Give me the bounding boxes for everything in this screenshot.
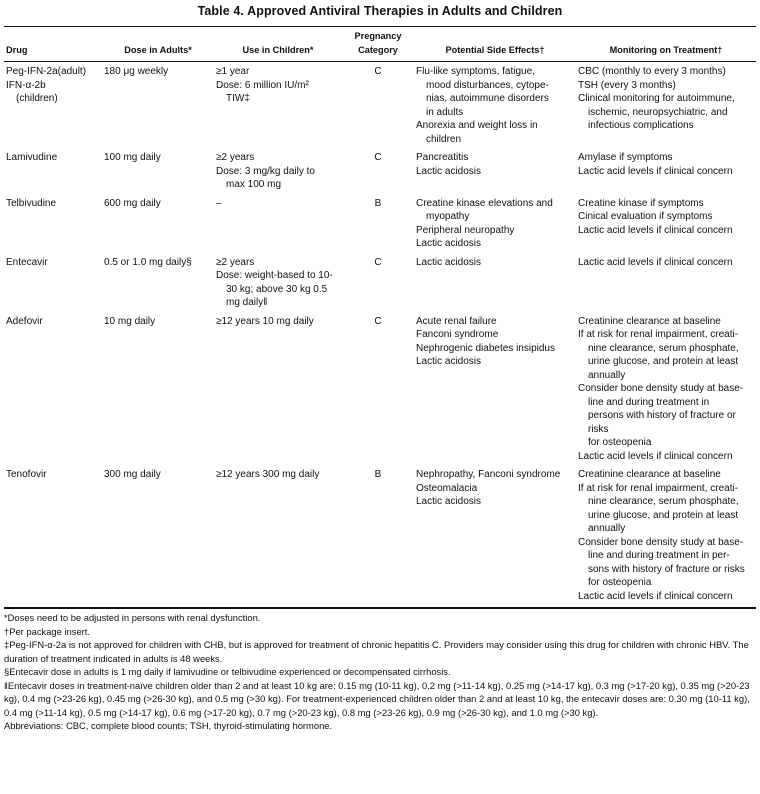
footnote: ‖Entecavir doses in treatment-naïve children older than 2 and at least 10 kg are: 0.15 mg (10-11 kg), 0.2 mg (>11-14 kg), 0.25 mg (>14-17 kg), 0.3 mg (>17-20 kg), 0.35 mg (>20-23 kg), 0.4 mg (>23-26 kg), 0.45 mg (>26-30 kg), and 0.5 mg (>30 kg). For treatment-experienced children older than 2 and at least 10 kg, the entecavir doses are: 0.30 mg (10-11 kg), 0.4 mg (>11-14 kg), 0.5 mg (>14-17 kg), 0.6 mg (>17-20 kg), 0.7 mg (>20-23 kg), 0.8 mg (>23-26 kg), 0.9 mg (>26-30 kg), and 1.0 mg (>30 kg). [4,679,750,718]
cell-line: mood disturbances, cytope- [426,79,549,91]
cell-line: Nephrogenic diabetes insipidus [416,342,555,354]
cell-line: Telbivudine [6,197,57,209]
cell-line: Lactic acid levels if clinical concern [578,590,733,602]
pregnancy-category-cell: B [342,465,414,608]
footnotes [4,608,756,733]
cell-line: 10 mg daily [104,315,156,327]
drug-cell [4,62,102,149]
cell-line: – [216,197,222,209]
pregnancy-category-cell: C [374,152,382,163]
cell-line: for osteopenia [588,437,652,448]
cell-line: Creatinine clearance at baseline [578,315,721,327]
table-row [4,148,756,194]
footnote: §Entecavir dose in adults is 1 mg daily if lamivudine or telbivudine experienced or decompensated cirrhosis. [4,666,451,677]
pregnancy-category-cell: C [374,66,382,77]
cell-line: Dose: 6 million IU/m² [216,79,309,91]
cell-line: annually [588,369,626,381]
footnote: Abbreviations: CBC, complete blood counts; TSH, thyroid-stimulating hormone. [4,720,333,731]
cell-line: ≥1 year [216,66,250,77]
dose-cell [102,148,214,194]
children-use-cell [214,148,342,194]
cell-line: (children) [16,93,58,104]
cell-line: annually [588,523,626,534]
cell-line: myopathy [426,211,470,222]
cell-line: 600 mg daily [104,197,161,209]
cell-line: Lactic acidosis [416,256,482,268]
cell-line: Tenofovir [6,469,47,480]
cell-line: ≥12 years 10 mg daily [216,315,314,327]
cell-line: Peg-IFN-2a(adult) [6,66,87,77]
pregnancy-category-cell: B [374,197,382,209]
drug-cell [4,312,102,466]
cell-line: Creatinine clearance at baseline [578,469,721,480]
drug-cell [4,148,102,194]
cell-line: urine glucose, and protein at least [588,356,739,367]
cell-line: Flu-like symptoms, fatigue, [416,66,535,77]
cell-line: 180 μg weekly [104,66,169,77]
cell-line: ischemic, neuropsychiatric, and [588,106,728,118]
cell-line: urine glucose, and protein at least [588,509,739,521]
cell-line: 0.5 or 1.0 mg daily§ [104,256,192,268]
cell-line: Lactic acid levels if clinical concern [578,165,733,177]
cell-line: CBC (monthly to every 3 months) [578,66,726,77]
children-use-cell [214,62,342,149]
children-use-cell [214,465,342,608]
header-monitoring: Monitoring on Treatment† [576,27,756,62]
cell-line: IFN-α-2b [6,79,46,91]
cell-line: Lactic acidosis [416,496,482,507]
footnote: †Per package insert. [4,625,90,637]
cell-line: for osteopenia [588,577,652,588]
cell-line: infectious complications [588,120,694,131]
cell-line: Lactic acid levels if clinical concern [578,224,733,236]
monitoring-cell [576,194,756,253]
drug-cell [4,194,102,253]
footnote: *Doses need to be adjusted in persons with renal dysfunction. [4,612,261,623]
cell-line: If at risk for renal impairment, creati- [578,329,739,340]
cell-line: children [426,133,462,145]
drug-cell [4,253,102,312]
children-use-cell [214,194,342,253]
cell-line: Osteomalacia [416,482,478,494]
cell-line: Lactic acid levels if clinical concern [578,450,733,462]
cell-line: Lactic acid levels if clinical concern [578,256,733,268]
header-pregnancy-line1: Pregnancy [354,31,402,41]
cell-line: Dose: 3 mg/kg daily to [216,165,315,177]
cell-line: 100 mg daily [104,152,161,163]
cell-line: TSH (every 3 months) [578,79,676,91]
cell-line: Peripheral neuropathy [416,224,515,236]
cell-line: Fanconi syndrome [416,329,499,340]
cell-line: ≥12 years 300 mg daily [216,469,320,480]
cell-line: Lactic acidosis [416,238,482,249]
drug-cell [4,465,102,608]
dose-cell [102,465,214,608]
side-effects-cell [414,465,576,608]
monitoring-cell [576,148,756,194]
side-effects-cell [414,312,576,466]
cell-line: ≥2 years [216,152,255,163]
dose-cell [102,312,214,466]
cell-line: sons with history of fracture or risks [588,563,745,575]
pregnancy-category-cell: C [374,256,382,268]
cell-line: nine clearance, serum phosphate, [588,496,739,507]
cell-line: line and during treatment in [588,396,710,408]
cell-line: ≥2 years [216,256,255,268]
cell-line: Lactic acidosis [416,165,482,177]
header-side-effects: Potential Side Effects† [414,27,576,62]
cell-line: Amylase if symptoms [578,152,673,163]
monitoring-cell [576,312,756,466]
cell-line: Lactic acidosis [416,356,482,367]
header-use-children: Use in Children* [214,27,342,62]
cell-line: Consider bone density study at base- [578,536,744,548]
side-effects-cell [414,148,576,194]
cell-line: Acute renal failure [416,315,497,327]
dose-cell [102,62,214,149]
children-use-cell [214,253,342,312]
cell-line: line and during treatment in per- [588,550,730,561]
cell-line: Nephropathy, Fanconi syndrome [416,469,561,480]
cell-line: 30 kg; above 30 kg 0.5 [226,283,328,295]
cell-line: If at risk for renal impairment, creati- [578,482,739,494]
cell-line: in adults [426,106,464,118]
header-dose-adults: Dose in Adults* [102,27,214,62]
header-pregnancy [342,27,414,62]
monitoring-cell [576,62,756,149]
cell-line: Clinical monitoring for autoimmune, [578,93,735,104]
cell-line: Lamivudine [6,152,58,163]
footnote: ‡Peg-IFN-α-2a is not approved for children with CHB, but is approved for treatment of chronic hepatitis C. Providers may consider using this drug for children with chronic HBV. The duration of treatment indicated in adults is 48 weeks. [4,639,749,664]
monitoring-cell [576,465,756,608]
cell-line: 300 mg daily [104,469,161,480]
header-row [4,27,756,62]
side-effects-cell [414,62,576,149]
cell-line: Cinical evaluation if symptoms [578,211,713,222]
cell-line: nias, autoimmune disorders [426,93,549,104]
side-effects-cell [414,253,576,312]
table-row [4,465,756,608]
header-pregnancy-line2: Category [358,44,398,55]
cell-line: Pancreatitis [416,152,469,163]
side-effects-cell [414,194,576,253]
cell-line: mg daily‖ [226,297,268,308]
table-row [4,312,756,466]
cell-line: nine clearance, serum phosphate, [588,342,739,354]
header-drug: Drug [4,27,102,62]
children-use-cell [214,312,342,466]
cell-line: Consider bone density study at base- [578,383,744,394]
monitoring-cell [576,253,756,312]
cell-line: persons with history of fracture or risks [588,410,736,435]
table-row [4,62,756,149]
table-body [4,62,756,608]
cell-line: Creatine kinase if symptoms [578,197,704,209]
cell-line: Creatine kinase elevations and [416,197,553,209]
cell-line: Adefovir [6,315,43,327]
table-title: Table 4. Approved Antiviral Therapies in Adults and Children [197,4,563,18]
cell-line: TIW‡ [226,93,250,104]
dose-cell [102,253,214,312]
table-row [4,253,756,312]
cell-line: Dose: weight-based to 10- [216,270,333,281]
pregnancy-category-cell: C [374,315,382,327]
cell-line: max 100 mg [226,179,282,190]
cell-line: Anorexia and weight loss in [416,120,538,131]
cell-line: Entecavir [6,256,48,268]
antiviral-table [4,26,756,608]
dose-cell [102,194,214,253]
table-row [4,194,756,253]
